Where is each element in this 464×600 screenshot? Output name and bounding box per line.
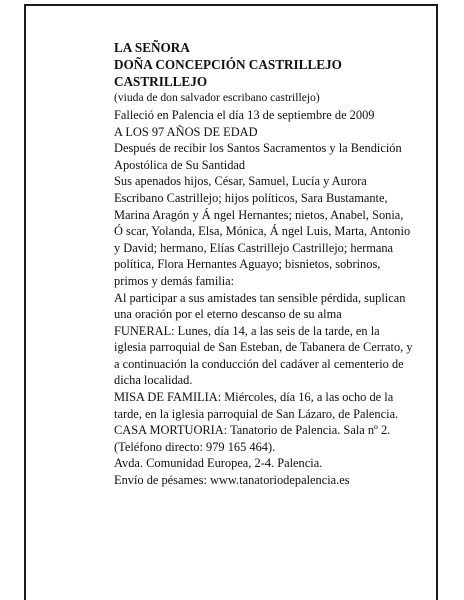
prayer-request-text: Al participar a sus amistades tan sensible pérdida, suplican una oración por el eterno descanso de su alma [114,290,406,322]
address-text: Avda. Comunidad Europea, 2-4. Palencia. [114,456,323,471]
death-notice [114,40,414,489]
sacraments-text: Después de recibir los Santos Sacramentos y la Bendición Apostólica de Su Santidad [114,141,402,172]
family-mass-text: MISA DE FAMILIA: Miércoles, día 16, a las ocho de la tarde, en la iglesia parroquial de San Lázaro, de Palencia. [114,390,399,421]
funeral-home-text: CASA MORTUORIA: Tanatorio de Palencia. Sala nº 2. (Teléfono directo: 979 165 464). [114,423,391,454]
condolences-text: Envío de pésames: www.tanatoriodepalencia.es [114,473,350,488]
death-date-text: Falleció en Palencia el día 13 de septiembre de 2009 [114,107,375,122]
notice-title-line-1: LA SEÑORA [114,40,190,55]
notice-title-line-3: CASTRILLEJO [114,73,208,89]
notice-title-line-2: DOÑA CONCEPCIÓN CASTRILLEJO [114,56,342,72]
family-text: Sus apenados hijos, César, Samuel, Lucía y Aurora Escribano Castrillejo; hijos políticos, Sara Bustamante, Marina Aragón y Á ngel Hernantes; nietos, Anabel, Sonia, Ó scar, Yolanda, Elsa, Mónica, Á ngel Luis, Marta, Antonio y David; hermano, Elías Castrillejo Castrillejo; hermana política, Flora Hernantes Aguayo; bisnietos, sobrinos, primos y demás familia: [114,174,411,288]
age-text: A LOS 97 AÑOS DE EDAD [114,124,258,139]
funeral-text: FUNERAL: Lunes, día 14, a las seis de la tarde, en la iglesia parroquial de San Esteban, de Tabanera de Cerrato, y a continuación la conducción del cadáver al cementerio de dicha localidad. [114,323,413,388]
widow-of-text: (viuda de don salvador escribano castrillejo) [114,91,320,105]
